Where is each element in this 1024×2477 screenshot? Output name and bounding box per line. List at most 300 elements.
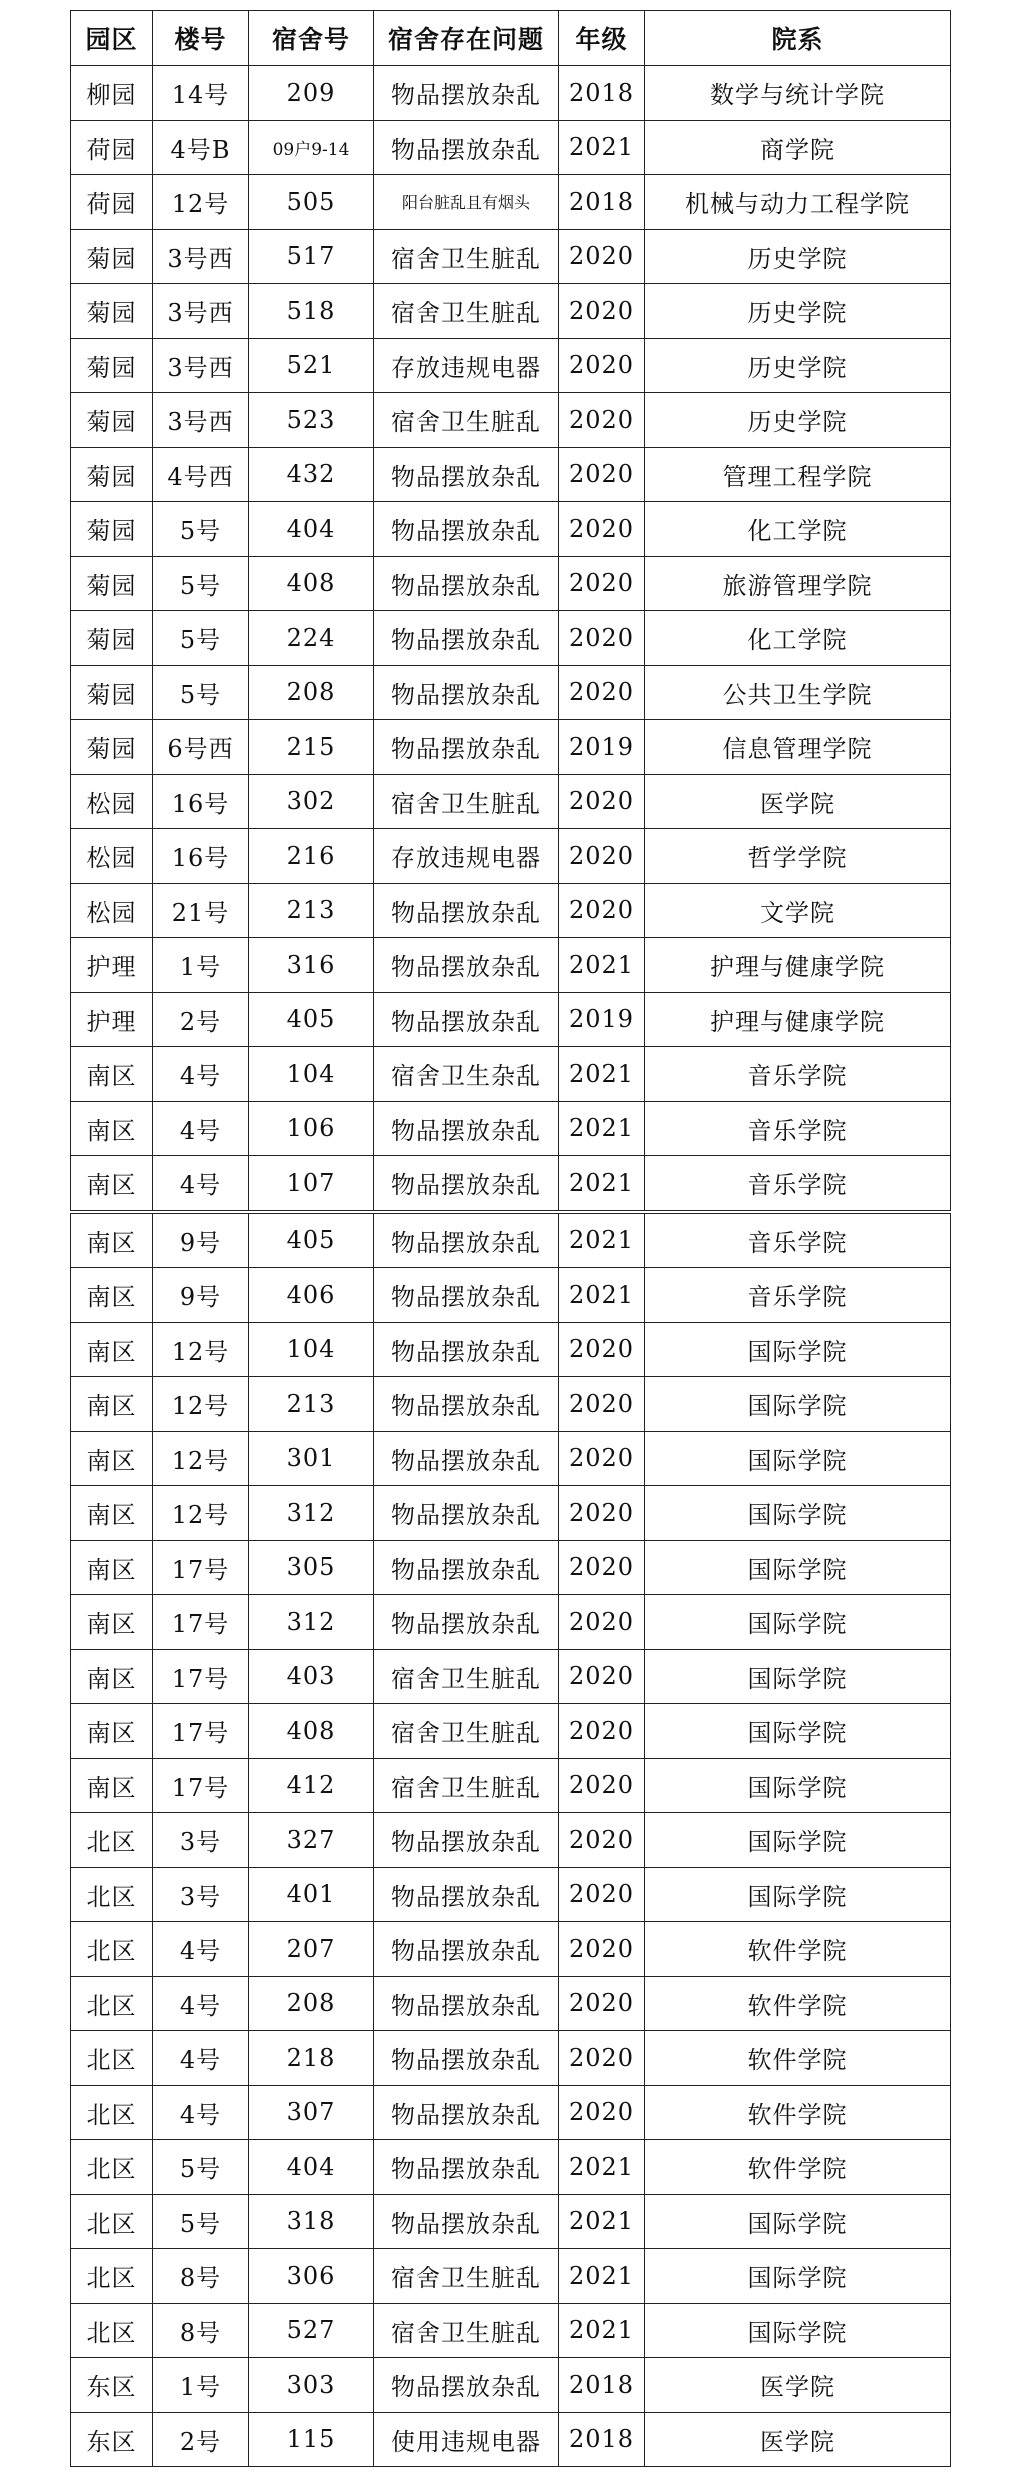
issue-cell: 物品摆放杂乱 (374, 502, 559, 557)
department-cell: 商学院 (645, 120, 951, 175)
issue-cell: 宿舍卫生脏乱 (374, 393, 559, 448)
department-cell: 化工学院 (645, 611, 951, 666)
room-cell: 523 (249, 393, 374, 448)
campus-cell: 南区 (71, 1268, 153, 1323)
room-cell: 406 (249, 1268, 374, 1323)
building-cell: 4号 (153, 2031, 249, 2086)
department-cell: 国际学院 (645, 2249, 951, 2304)
table-row (71, 1212, 951, 1268)
campus-cell: 菊园 (71, 284, 153, 339)
building-cell: 3号西 (153, 393, 249, 448)
department-cell: 机械与动力工程学院 (645, 175, 951, 230)
campus-cell: 北区 (71, 2031, 153, 2086)
header-room: 宿舍号 (249, 11, 374, 66)
table-row (71, 556, 951, 611)
room-cell: 527 (249, 2303, 374, 2358)
building-cell: 9号 (153, 1268, 249, 1323)
grade-cell: 2021 (559, 2249, 645, 2304)
campus-cell: 北区 (71, 2303, 153, 2358)
room-cell: 303 (249, 2358, 374, 2413)
grade-cell: 2020 (559, 1377, 645, 1432)
campus-cell: 菊园 (71, 556, 153, 611)
table-row (71, 1322, 951, 1377)
room-cell: 209 (249, 66, 374, 121)
room-cell: 207 (249, 1922, 374, 1977)
room-cell: 327 (249, 1813, 374, 1868)
table-row (71, 1758, 951, 1813)
building-cell: 12号 (153, 1486, 249, 1541)
room-cell: 505 (249, 175, 374, 230)
department-cell: 国际学院 (645, 1540, 951, 1595)
grade-cell: 2021 (559, 1268, 645, 1323)
table-row (71, 611, 951, 666)
department-cell: 软件学院 (645, 1922, 951, 1977)
room-cell: 215 (249, 720, 374, 775)
issue-cell: 物品摆放杂乱 (374, 720, 559, 775)
room-cell: 412 (249, 1758, 374, 1813)
issue-cell: 存放违规电器 (374, 338, 559, 393)
campus-cell: 北区 (71, 2194, 153, 2249)
grade-cell: 2021 (559, 1047, 645, 1102)
department-cell: 国际学院 (645, 2303, 951, 2358)
room-cell: 213 (249, 883, 374, 938)
table-row (71, 229, 951, 284)
grade-cell: 2019 (559, 720, 645, 775)
department-cell: 公共卫生学院 (645, 665, 951, 720)
header-grade: 年级 (559, 11, 645, 66)
department-cell: 国际学院 (645, 1431, 951, 1486)
room-cell: 316 (249, 938, 374, 993)
grade-cell: 2018 (559, 2358, 645, 2413)
table-row (71, 1922, 951, 1977)
grade-cell: 2020 (559, 1758, 645, 1813)
issue-cell: 物品摆放杂乱 (374, 2358, 559, 2413)
grade-cell: 2021 (559, 120, 645, 175)
header-issue: 宿舍存在问题 (374, 11, 559, 66)
table-row (71, 883, 951, 938)
department-cell: 数学与统计学院 (645, 66, 951, 121)
table-row (71, 938, 951, 993)
grade-cell: 2020 (559, 1486, 645, 1541)
campus-cell: 菊园 (71, 393, 153, 448)
dormitory-inspection-table (70, 10, 951, 2467)
table-row (71, 2249, 951, 2304)
issue-cell: 使用违规电器 (374, 2412, 559, 2467)
table-row (71, 2140, 951, 2195)
department-cell: 历史学院 (645, 229, 951, 284)
department-cell: 历史学院 (645, 338, 951, 393)
campus-cell: 松园 (71, 829, 153, 884)
issue-cell: 宿舍卫生脏乱 (374, 774, 559, 829)
grade-cell: 2021 (559, 938, 645, 993)
building-cell: 2号 (153, 992, 249, 1047)
issue-cell: 宿舍卫生脏乱 (374, 229, 559, 284)
issue-cell: 物品摆放杂乱 (374, 1540, 559, 1595)
room-cell: 404 (249, 502, 374, 557)
table-row (71, 720, 951, 775)
building-cell: 3号 (153, 1867, 249, 1922)
campus-cell: 南区 (71, 1540, 153, 1595)
grade-cell: 2021 (559, 2303, 645, 2358)
department-cell: 哲学学院 (645, 829, 951, 884)
grade-cell: 2020 (559, 1595, 645, 1650)
room-cell: 09户9-14 (249, 120, 374, 175)
building-cell: 1号 (153, 2358, 249, 2413)
issue-cell: 宿舍卫生杂乱 (374, 1047, 559, 1102)
grade-cell: 2020 (559, 1813, 645, 1868)
table-row (71, 2412, 951, 2467)
room-cell: 521 (249, 338, 374, 393)
issue-cell: 物品摆放杂乱 (374, 1431, 559, 1486)
table-row (71, 774, 951, 829)
issue-cell: 物品摆放杂乱 (374, 1813, 559, 1868)
building-cell: 4号 (153, 1156, 249, 1212)
department-cell: 文学院 (645, 883, 951, 938)
room-cell: 218 (249, 2031, 374, 2086)
table-row (71, 1047, 951, 1102)
building-cell: 16号 (153, 774, 249, 829)
grade-cell: 2018 (559, 175, 645, 230)
issue-cell: 物品摆放杂乱 (374, 1976, 559, 2031)
issue-cell: 物品摆放杂乱 (374, 665, 559, 720)
room-cell: 208 (249, 665, 374, 720)
room-cell: 224 (249, 611, 374, 666)
room-cell: 216 (249, 829, 374, 884)
issue-cell: 宿舍卫生脏乱 (374, 2249, 559, 2304)
table-row (71, 1649, 951, 1704)
campus-cell: 南区 (71, 1156, 153, 1212)
department-cell: 软件学院 (645, 2031, 951, 2086)
table-row (71, 502, 951, 557)
department-cell: 音乐学院 (645, 1101, 951, 1156)
department-cell: 国际学院 (645, 1813, 951, 1868)
department-cell: 护理与健康学院 (645, 992, 951, 1047)
building-cell: 8号 (153, 2249, 249, 2304)
dormitory-inspection-table-container (70, 10, 950, 2467)
table-row (71, 338, 951, 393)
room-cell: 408 (249, 556, 374, 611)
room-cell: 517 (249, 229, 374, 284)
room-cell: 312 (249, 1486, 374, 1541)
department-cell: 国际学院 (645, 1649, 951, 1704)
table-row (71, 447, 951, 502)
grade-cell: 2020 (559, 393, 645, 448)
table-row (71, 1595, 951, 1650)
table-row (71, 393, 951, 448)
campus-cell: 南区 (71, 1322, 153, 1377)
room-cell: 404 (249, 2140, 374, 2195)
grade-cell: 2020 (559, 502, 645, 557)
issue-cell: 物品摆放杂乱 (374, 1268, 559, 1323)
issue-cell: 物品摆放杂乱 (374, 1486, 559, 1541)
issue-cell: 物品摆放杂乱 (374, 2031, 559, 2086)
room-cell: 104 (249, 1047, 374, 1102)
issue-cell: 物品摆放杂乱 (374, 611, 559, 666)
building-cell: 16号 (153, 829, 249, 884)
building-cell: 4号 (153, 1922, 249, 1977)
building-cell: 4号 (153, 1047, 249, 1102)
table-row (71, 1431, 951, 1486)
room-cell: 302 (249, 774, 374, 829)
building-cell: 6号西 (153, 720, 249, 775)
building-cell: 17号 (153, 1649, 249, 1704)
table-row (71, 1813, 951, 1868)
table-body (71, 66, 951, 2467)
campus-cell: 东区 (71, 2412, 153, 2467)
grade-cell: 2020 (559, 774, 645, 829)
building-cell: 17号 (153, 1704, 249, 1759)
building-cell: 4号 (153, 1976, 249, 2031)
grade-cell: 2020 (559, 611, 645, 666)
campus-cell: 北区 (71, 1867, 153, 1922)
building-cell: 4号 (153, 2085, 249, 2140)
issue-cell: 物品摆放杂乱 (374, 556, 559, 611)
department-cell: 国际学院 (645, 1867, 951, 1922)
table-row (71, 1156, 951, 1212)
issue-cell: 物品摆放杂乱 (374, 1922, 559, 1977)
issue-cell: 物品摆放杂乱 (374, 120, 559, 175)
room-cell: 312 (249, 1595, 374, 1650)
header-campus: 园区 (71, 11, 153, 66)
issue-cell: 物品摆放杂乱 (374, 1101, 559, 1156)
campus-cell: 北区 (71, 2085, 153, 2140)
room-cell: 306 (249, 2249, 374, 2304)
building-cell: 17号 (153, 1540, 249, 1595)
building-cell: 9号 (153, 1212, 249, 1268)
issue-cell: 物品摆放杂乱 (374, 1595, 559, 1650)
department-cell: 软件学院 (645, 1976, 951, 2031)
room-cell: 213 (249, 1377, 374, 1432)
campus-cell: 北区 (71, 1922, 153, 1977)
grade-cell: 2020 (559, 829, 645, 884)
campus-cell: 菊园 (71, 502, 153, 557)
building-cell: 4号西 (153, 447, 249, 502)
building-cell: 5号 (153, 611, 249, 666)
building-cell: 12号 (153, 1431, 249, 1486)
room-cell: 106 (249, 1101, 374, 1156)
room-cell: 403 (249, 1649, 374, 1704)
room-cell: 307 (249, 2085, 374, 2140)
building-cell: 12号 (153, 1322, 249, 1377)
table-row (71, 2303, 951, 2358)
room-cell: 405 (249, 992, 374, 1047)
campus-cell: 南区 (71, 1595, 153, 1650)
campus-cell: 护理 (71, 992, 153, 1047)
campus-cell: 菊园 (71, 665, 153, 720)
room-cell: 432 (249, 447, 374, 502)
header-department: 院系 (645, 11, 951, 66)
issue-cell: 物品摆放杂乱 (374, 1867, 559, 1922)
campus-cell: 北区 (71, 1813, 153, 1868)
grade-cell: 2020 (559, 1704, 645, 1759)
building-cell: 12号 (153, 175, 249, 230)
building-cell: 5号 (153, 556, 249, 611)
table-row (71, 1976, 951, 2031)
department-cell: 旅游管理学院 (645, 556, 951, 611)
table-header (71, 11, 951, 66)
issue-cell: 物品摆放杂乱 (374, 2140, 559, 2195)
grade-cell: 2018 (559, 66, 645, 121)
building-cell: 21号 (153, 883, 249, 938)
table-row (71, 1486, 951, 1541)
table-row (71, 2194, 951, 2249)
grade-cell: 2020 (559, 447, 645, 502)
issue-cell: 物品摆放杂乱 (374, 2085, 559, 2140)
building-cell: 8号 (153, 2303, 249, 2358)
grade-cell: 2020 (559, 2031, 645, 2086)
department-cell: 音乐学院 (645, 1212, 951, 1268)
room-cell: 401 (249, 1867, 374, 1922)
campus-cell: 南区 (71, 1704, 153, 1759)
issue-cell: 物品摆放杂乱 (374, 66, 559, 121)
department-cell: 化工学院 (645, 502, 951, 557)
campus-cell: 南区 (71, 1101, 153, 1156)
issue-cell: 宿舍卫生脏乱 (374, 1704, 559, 1759)
issue-cell: 宿舍卫生脏乱 (374, 2303, 559, 2358)
department-cell: 信息管理学院 (645, 720, 951, 775)
header-building: 楼号 (153, 11, 249, 66)
table-row (71, 66, 951, 121)
grade-cell: 2020 (559, 2085, 645, 2140)
building-cell: 14号 (153, 66, 249, 121)
table-row (71, 1867, 951, 1922)
building-cell: 12号 (153, 1377, 249, 1432)
table-row (71, 1101, 951, 1156)
department-cell: 国际学院 (645, 1322, 951, 1377)
issue-cell: 物品摆放杂乱 (374, 938, 559, 993)
grade-cell: 2020 (559, 665, 645, 720)
room-cell: 115 (249, 2412, 374, 2467)
grade-cell: 2021 (559, 1156, 645, 1212)
campus-cell: 东区 (71, 2358, 153, 2413)
campus-cell: 荷园 (71, 175, 153, 230)
department-cell: 医学院 (645, 2412, 951, 2467)
building-cell: 5号 (153, 2140, 249, 2195)
building-cell: 1号 (153, 938, 249, 993)
room-cell: 208 (249, 1976, 374, 2031)
table-row (71, 1268, 951, 1323)
grade-cell: 2020 (559, 284, 645, 339)
campus-cell: 南区 (71, 1758, 153, 1813)
issue-cell: 物品摆放杂乱 (374, 992, 559, 1047)
campus-cell: 南区 (71, 1486, 153, 1541)
building-cell: 17号 (153, 1758, 249, 1813)
campus-cell: 南区 (71, 1431, 153, 1486)
table-row (71, 1377, 951, 1432)
room-cell: 518 (249, 284, 374, 339)
header-row (71, 11, 951, 66)
room-cell: 318 (249, 2194, 374, 2249)
room-cell: 405 (249, 1212, 374, 1268)
grade-cell: 2020 (559, 1976, 645, 2031)
campus-cell: 南区 (71, 1047, 153, 1102)
building-cell: 4号B (153, 120, 249, 175)
campus-cell: 北区 (71, 2249, 153, 2304)
grade-cell: 2020 (559, 1540, 645, 1595)
issue-cell: 阳台脏乱且有烟头 (374, 175, 559, 230)
grade-cell: 2020 (559, 1322, 645, 1377)
campus-cell: 南区 (71, 1649, 153, 1704)
room-cell: 104 (249, 1322, 374, 1377)
building-cell: 3号西 (153, 338, 249, 393)
issue-cell: 宿舍卫生脏乱 (374, 1649, 559, 1704)
campus-cell: 菊园 (71, 338, 153, 393)
table-row (71, 665, 951, 720)
department-cell: 音乐学院 (645, 1156, 951, 1212)
table-row (71, 1704, 951, 1759)
grade-cell: 2021 (559, 1212, 645, 1268)
department-cell: 国际学院 (645, 1486, 951, 1541)
department-cell: 护理与健康学院 (645, 938, 951, 993)
issue-cell: 物品摆放杂乱 (374, 2194, 559, 2249)
issue-cell: 宿舍卫生脏乱 (374, 1758, 559, 1813)
room-cell: 107 (249, 1156, 374, 1212)
building-cell: 4号 (153, 1101, 249, 1156)
issue-cell: 物品摆放杂乱 (374, 1377, 559, 1432)
campus-cell: 荷园 (71, 120, 153, 175)
issue-cell: 物品摆放杂乱 (374, 883, 559, 938)
grade-cell: 2020 (559, 338, 645, 393)
campus-cell: 护理 (71, 938, 153, 993)
grade-cell: 2020 (559, 1867, 645, 1922)
grade-cell: 2020 (559, 1431, 645, 1486)
grade-cell: 2020 (559, 883, 645, 938)
campus-cell: 松园 (71, 883, 153, 938)
campus-cell: 南区 (71, 1212, 153, 1268)
issue-cell: 物品摆放杂乱 (374, 1322, 559, 1377)
table-row (71, 284, 951, 339)
building-cell: 5号 (153, 665, 249, 720)
department-cell: 国际学院 (645, 1595, 951, 1650)
department-cell: 音乐学院 (645, 1268, 951, 1323)
building-cell: 5号 (153, 502, 249, 557)
building-cell: 5号 (153, 2194, 249, 2249)
department-cell: 医学院 (645, 774, 951, 829)
room-cell: 305 (249, 1540, 374, 1595)
issue-cell: 物品摆放杂乱 (374, 447, 559, 502)
building-cell: 2号 (153, 2412, 249, 2467)
grade-cell: 2020 (559, 1922, 645, 1977)
grade-cell: 2018 (559, 2412, 645, 2467)
department-cell: 国际学院 (645, 1377, 951, 1432)
department-cell: 国际学院 (645, 1758, 951, 1813)
campus-cell: 菊园 (71, 720, 153, 775)
table-row (71, 992, 951, 1047)
campus-cell: 菊园 (71, 611, 153, 666)
department-cell: 软件学院 (645, 2140, 951, 2195)
table-row (71, 2031, 951, 2086)
campus-cell: 南区 (71, 1377, 153, 1432)
campus-cell: 北区 (71, 2140, 153, 2195)
room-cell: 301 (249, 1431, 374, 1486)
issue-cell: 物品摆放杂乱 (374, 1156, 559, 1212)
table-row (71, 2085, 951, 2140)
campus-cell: 菊园 (71, 229, 153, 284)
grade-cell: 2021 (559, 1101, 645, 1156)
department-cell: 历史学院 (645, 393, 951, 448)
grade-cell: 2021 (559, 2194, 645, 2249)
department-cell: 国际学院 (645, 1704, 951, 1759)
room-cell: 408 (249, 1704, 374, 1759)
grade-cell: 2019 (559, 992, 645, 1047)
department-cell: 音乐学院 (645, 1047, 951, 1102)
issue-cell: 宿舍卫生脏乱 (374, 284, 559, 339)
grade-cell: 2021 (559, 2140, 645, 2195)
department-cell: 医学院 (645, 2358, 951, 2413)
grade-cell: 2020 (559, 556, 645, 611)
campus-cell: 菊园 (71, 447, 153, 502)
campus-cell: 松园 (71, 774, 153, 829)
